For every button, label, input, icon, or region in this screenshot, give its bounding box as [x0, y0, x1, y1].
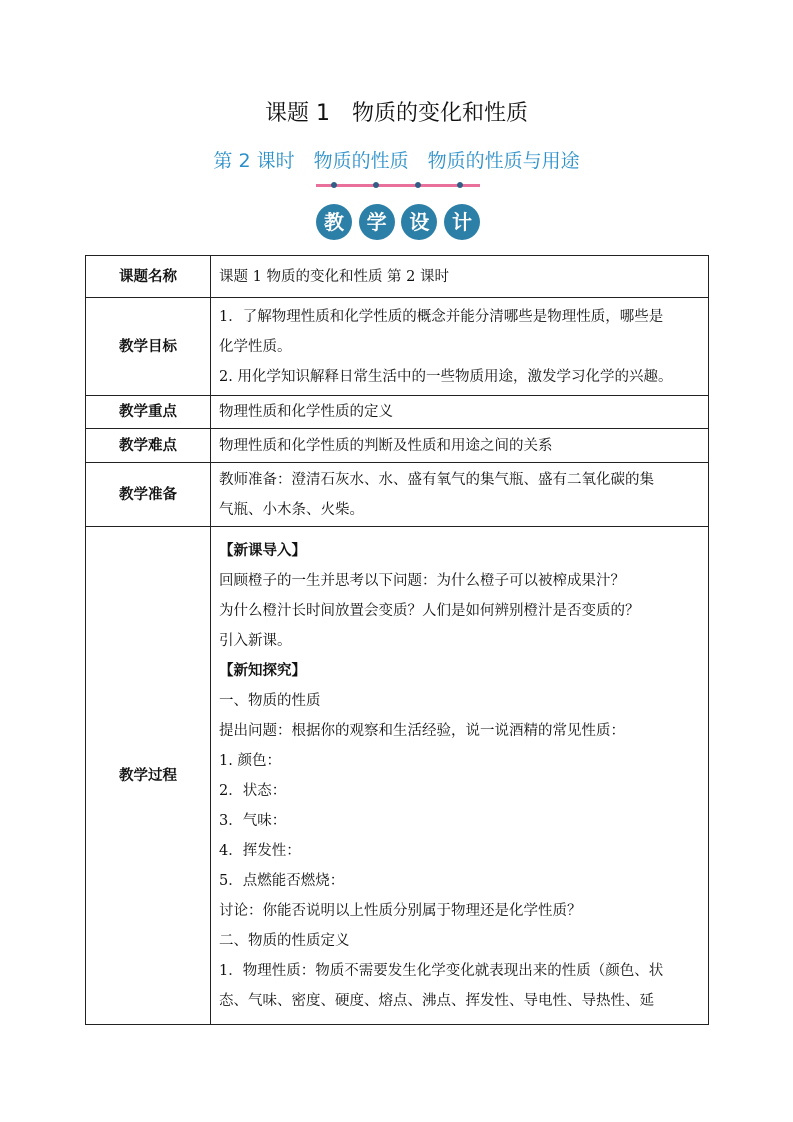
table-row-goals	[86, 298, 709, 396]
table-row-key-points	[86, 396, 709, 429]
content-line: 化学性质。	[219, 338, 292, 355]
row-label: 教学重点	[86, 396, 211, 429]
row-content	[211, 527, 709, 1025]
row-label: 教学过程	[86, 527, 211, 1025]
content-line: 二、物质的性质定义	[219, 932, 350, 949]
page-subtitle: 第 2 课时 物质的性质 物质的性质与用途	[213, 150, 580, 172]
content-line: 3．气味：	[219, 812, 287, 829]
content-line: 提出问题：根据你的观察和生活经验，说一说酒精的常见性质：	[219, 722, 625, 739]
content-line: 2. 用化学知识解释日常生活中的一些物质用途，激发学习化学的兴趣。	[219, 368, 673, 385]
content-line: 讨论：你能否说明以上性质分别属于物理还是化学性质？	[219, 902, 582, 919]
banner-dot	[457, 182, 463, 188]
banner-char: 学	[359, 204, 395, 240]
row-content	[211, 463, 709, 527]
row-label: 教学难点	[86, 429, 211, 463]
section-heading: 【新课导入】	[219, 541, 306, 559]
page-title: 课题 1 物质的变化和性质	[265, 101, 528, 126]
row-label: 教学准备	[86, 463, 211, 527]
banner-line	[316, 184, 480, 187]
content-line: 一、物质的性质	[219, 692, 321, 709]
content-line: 课题 1 物质的变化和性质 第 2 课时	[219, 268, 449, 285]
row-content	[211, 298, 709, 396]
table-row-difficulties	[86, 429, 709, 463]
content-line: 物理性质和化学性质的判断及性质和用途之间的关系	[219, 437, 553, 454]
banner-dot	[373, 182, 379, 188]
banner-dot	[415, 182, 421, 188]
row-label: 教学目标	[86, 298, 211, 396]
banner-char: 设	[401, 204, 437, 240]
section-heading: 【新知探究】	[219, 661, 306, 679]
content-line: 引入新课。	[219, 632, 292, 649]
content-line: 1. 颜色：	[219, 752, 281, 769]
content-line: 为什么橙汁长时间放置会变质？人们是如何辨别橙汁是否变质的？	[219, 602, 640, 619]
row-content	[211, 396, 709, 429]
content-line: 回顾橙子的一生并思考以下问题：为什么橙子可以被榨成果汁？	[219, 572, 625, 589]
banner-dot	[331, 182, 337, 188]
content-line: 1．物理性质：物质不需要发生化学变化就表现出来的性质（颜色、状	[219, 962, 664, 979]
content-line: 教师准备：澄清石灰水、水、盛有氧气的集气瓶、盛有二氧化碳的集	[219, 471, 654, 488]
row-content	[211, 429, 709, 463]
table-row-preparation	[86, 463, 709, 527]
row-content	[211, 256, 709, 298]
banner-char: 教	[316, 204, 352, 240]
table-row-process	[86, 527, 709, 1025]
content-line: 1．了解物理性质和化学性质的概念并能分清哪些是物理性质，哪些是	[219, 308, 664, 325]
content-line: 2．状态：	[219, 782, 287, 799]
content-line: 4．挥发性：	[219, 842, 301, 859]
row-label: 课题名称	[86, 256, 211, 298]
content-line: 物理性质和化学性质的定义	[219, 404, 393, 420]
table-row-topic	[86, 256, 709, 298]
content-line: 5．点燃能否燃烧：	[219, 872, 345, 889]
banner-char: 计	[444, 204, 480, 240]
content-line: 态、气味、密度、硬度、熔点、沸点、挥发性、导电性、导热性、延	[219, 992, 654, 1009]
teaching-design-banner	[316, 182, 480, 242]
lesson-plan-table	[85, 255, 709, 1025]
content-line: 气瓶、小木条、火柴。	[219, 501, 364, 518]
